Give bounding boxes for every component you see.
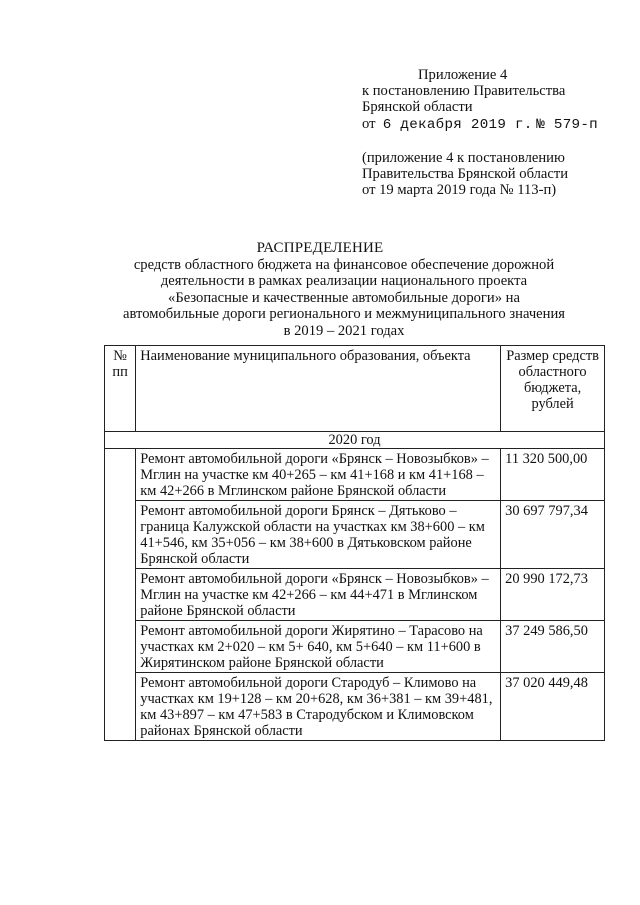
object-name: Ремонт автомобильной дороги Стародуб – Климово на участках км 19+128 – км 20+628, км 36+381 – км 39+481, км 43+897 – км 47+583 в Стародубском и Климовском районах Брянской области [136,673,501,741]
budget-amount: 37 249 586,50 [501,621,605,673]
row-number-cell [105,449,136,741]
header-budget-amount: Размер средств областного бюджета, рублей [501,346,605,432]
year-label: 2020 год [105,432,605,449]
budget-amount: 37 020 449,48 [501,673,605,741]
table-row [105,569,605,621]
decree-number: № 579-п [536,116,598,133]
object-name: Ремонт автомобильной дороги Брянск – Дятьково – граница Калужской области на участках км 38+600 – км 41+546, км 35+056 – км 38+600 в Дятьковском районе Брянской области [136,501,501,569]
appendix-block [362,67,624,198]
object-name: Ремонт автомобильной дороги «Брянск – Новозыбков» – Мглин на участке км 42+266 – км 44+471 в Мглинском районе Брянской области [136,569,501,621]
table-row [105,449,605,501]
budget-amount: 30 697 797,34 [501,501,605,569]
decree-prefix: от [362,115,376,132]
appendix-line-decree-ref: к постановлению Правительства [362,83,566,100]
distribution-table [104,345,605,741]
budget-amount: 11 320 500,00 [501,449,605,501]
decree-line [362,116,624,133]
year-row [105,432,605,449]
appendix-heading: Приложение 4 [418,67,508,83]
document-subtitle: средств областного бюджета на финансовое обеспечение дорожной деятельности в рамках реализации национального проекта «Безопасные и качественные автомобильные дороги» на автомобильные дороги регионального и межмуниципального значения в 2019 – 2021 годах [123,257,565,339]
prev-note-line-2: Правительства Брянской области [362,166,569,183]
header-number: № пп [105,346,136,432]
prev-note-line-1: (приложение 4 к постановлению [362,149,565,166]
budget-amount: 20 990 172,73 [501,569,605,621]
table-row [105,673,605,741]
header-object-name: Наименование муниципального образования, объекта [136,346,501,432]
decree-date: 6 декабря 2019 г. [382,116,533,133]
object-name: Ремонт автомобильной дороги Жирятино – Тарасово на участках км 2+020 – км 5+ 640, км 5+640 – км 11+600 в Жирятинском районе Брянской области [136,621,501,673]
table-row [105,501,605,569]
object-name: Ремонт автомобильной дороги «Брянск – Новозыбков» – Мглин на участке км 40+265 – км 41+168 и км 41+168 – км 42+266 в Мглинском районе Брянской области [136,449,501,501]
prev-note-line-3: от 19 марта 2019 года № 113-п) [362,182,557,199]
appendix-line-region: Брянской области [362,99,473,116]
table-row [105,621,605,673]
document-title: РАСПРЕДЕЛЕНИЕ [256,240,384,256]
table-header-row [105,346,605,432]
previous-decree-note [362,150,624,199]
